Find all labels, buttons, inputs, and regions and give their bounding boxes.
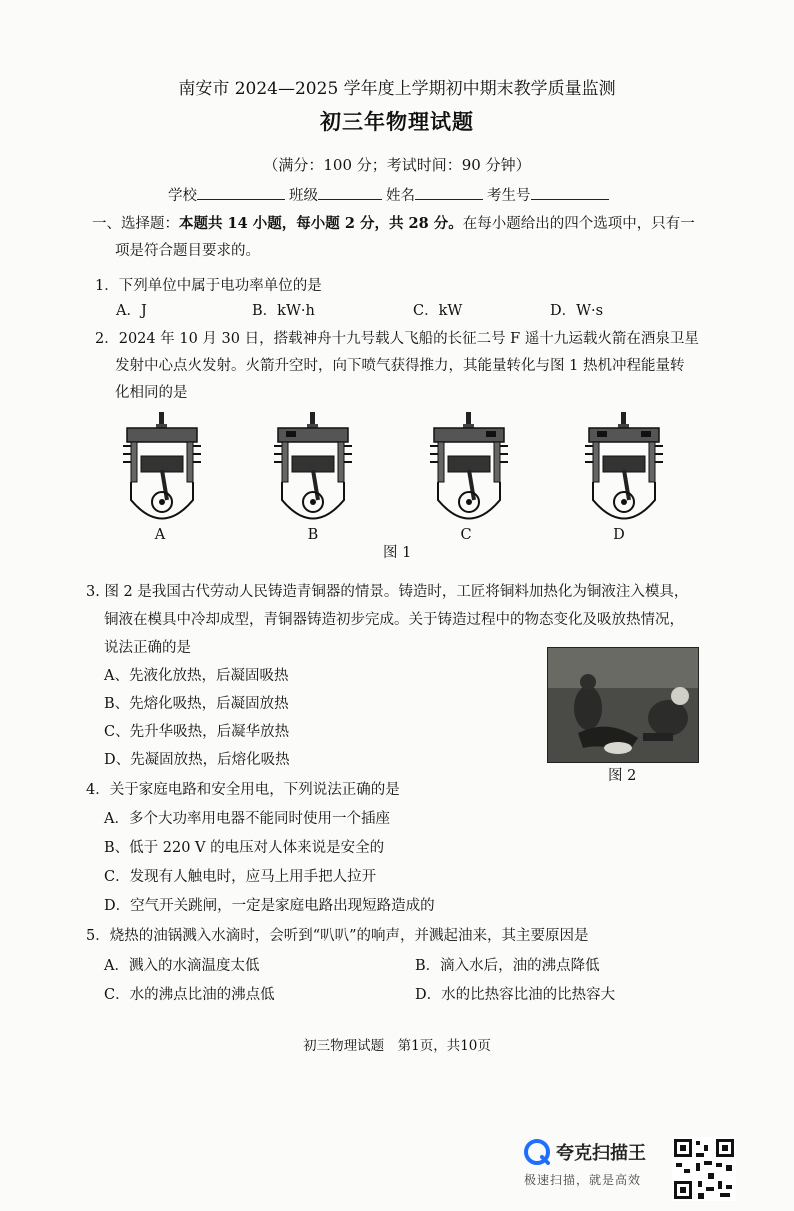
- school-blank: [197, 184, 285, 200]
- q2-stem-line1: 2．2024 年 10 月 30 日，搭载神舟十九号载人飞船的长征二号 F 遥十九运载火箭在酒泉卫星: [95, 331, 699, 347]
- q4-stem: 4．关于家庭电路和安全用电，下列说法正确的是: [86, 782, 400, 798]
- q3-option-b: B、先熔化吸热，后凝固放热: [104, 696, 289, 712]
- quark-logo-icon: [524, 1139, 550, 1165]
- q3-stem-line2: 铜液在模具中冷却成型，青铜器铸造初步完成。关于铸造过程中的物态变化及吸放热情况，: [104, 612, 684, 628]
- watermark-title: 夸克扫描王: [556, 1143, 646, 1164]
- q5-option-b: B．滴入水后，油的沸点降低: [415, 958, 600, 974]
- exam-meta: （满分：100 分；考试时间：90 分钟）: [263, 156, 531, 174]
- section-scoring: 本题共 14 小题，每小题 2 分，共 28 分。: [179, 215, 463, 232]
- casting-scene-image: [548, 648, 698, 762]
- school-label: 学校: [168, 188, 197, 204]
- figure-2-caption: 图 2: [608, 768, 637, 784]
- q1-option-d: D．W·s: [550, 303, 604, 319]
- q1-option-b: B．kW·h: [252, 303, 315, 319]
- q5-option-d: D．水的比热容比油的比热容大: [415, 987, 616, 1003]
- q3-stem-line3: 说法正确的是: [104, 640, 191, 656]
- q2-stem-line2: 发射中心点火发射。火箭升空时，向下喷气获得推力，其能量转化与图 1 热机冲程能量转: [115, 358, 685, 374]
- student-id-blank: [531, 184, 609, 200]
- name-blank: [415, 184, 483, 200]
- engine-a-icon: [123, 412, 201, 519]
- engine-b-icon: [274, 412, 352, 519]
- q3-stem-line1: 3. 图 2 是我国古代劳动人民铸造青铜器的情景。铸造时，工匠将铜料加热化为铜液注入模具，: [86, 584, 689, 600]
- q1-stem: 1．下列单位中属于电功率单位的是: [95, 278, 322, 294]
- q1-option-a: A．J: [116, 303, 147, 319]
- student-info-fields: [168, 184, 613, 205]
- page-footer: 初三物理试题 第1页，共10页: [303, 1038, 491, 1054]
- section-instructions: [92, 214, 695, 234]
- section-prefix: 一、选择题：: [92, 216, 179, 232]
- section-instructions-line2: 项是符合题目要求的。: [115, 243, 260, 259]
- engine-label-d: D: [613, 527, 625, 543]
- engine-d-icon: [585, 412, 663, 519]
- q1-option-c: C．kW: [413, 303, 463, 319]
- class-blank: [318, 184, 382, 200]
- engine-label-a: A: [154, 527, 166, 543]
- section-rest: 在每小题给出的四个选项中，只有一: [462, 216, 695, 232]
- engine-label-b: B: [307, 527, 319, 543]
- student-id-label: 考生号: [487, 188, 531, 204]
- page-title: 初三年物理试题: [320, 109, 474, 134]
- bronze-casting-photo: [547, 647, 699, 763]
- q4-option-a: A．多个大功率用电器不能同时使用一个插座: [104, 811, 390, 827]
- q4-option-b: B、低于 220 V 的电压对人体来说是安全的: [104, 840, 385, 856]
- scanner-watermark: [524, 1139, 646, 1188]
- name-label: 姓名: [386, 188, 415, 204]
- engine-label-c: C: [460, 527, 472, 543]
- q4-option-c: C．发现有人触电时，应马上用手把人拉开: [104, 869, 377, 885]
- q3-option-d: D、先凝固放热，后熔化吸热: [104, 752, 290, 768]
- watermark-subtitle: 极速扫描，就是高效: [524, 1173, 642, 1187]
- figure-1-caption: 图 1: [383, 545, 412, 561]
- q3-option-c: C、先升华吸热，后凝华放热: [104, 724, 290, 740]
- exam-header-line: 南安市 2024—2025 学年度上学期初中期末教学质量监测: [178, 79, 616, 99]
- q2-stem-line3: 化相同的是: [115, 385, 188, 401]
- q3-option-a: A、先液化放热，后凝固吸热: [104, 668, 289, 684]
- class-label: 班级: [289, 188, 318, 204]
- q5-option-c: C．水的沸点比油的沸点低: [104, 987, 275, 1003]
- engine-c-icon: [430, 412, 508, 519]
- q5-stem: 5．烧热的油锅溅入水滴时，会听到“叭叭”的响声，并溅起油来，其主要原因是: [86, 928, 589, 944]
- engine-figures: [0, 408, 794, 528]
- q4-option-d: D．空气开关跳闸，一定是家庭电路出现短路造成的: [104, 898, 435, 914]
- qr-code-icon: [672, 1137, 736, 1201]
- q5-option-a: A．溅入的水滴温度太低: [104, 958, 260, 974]
